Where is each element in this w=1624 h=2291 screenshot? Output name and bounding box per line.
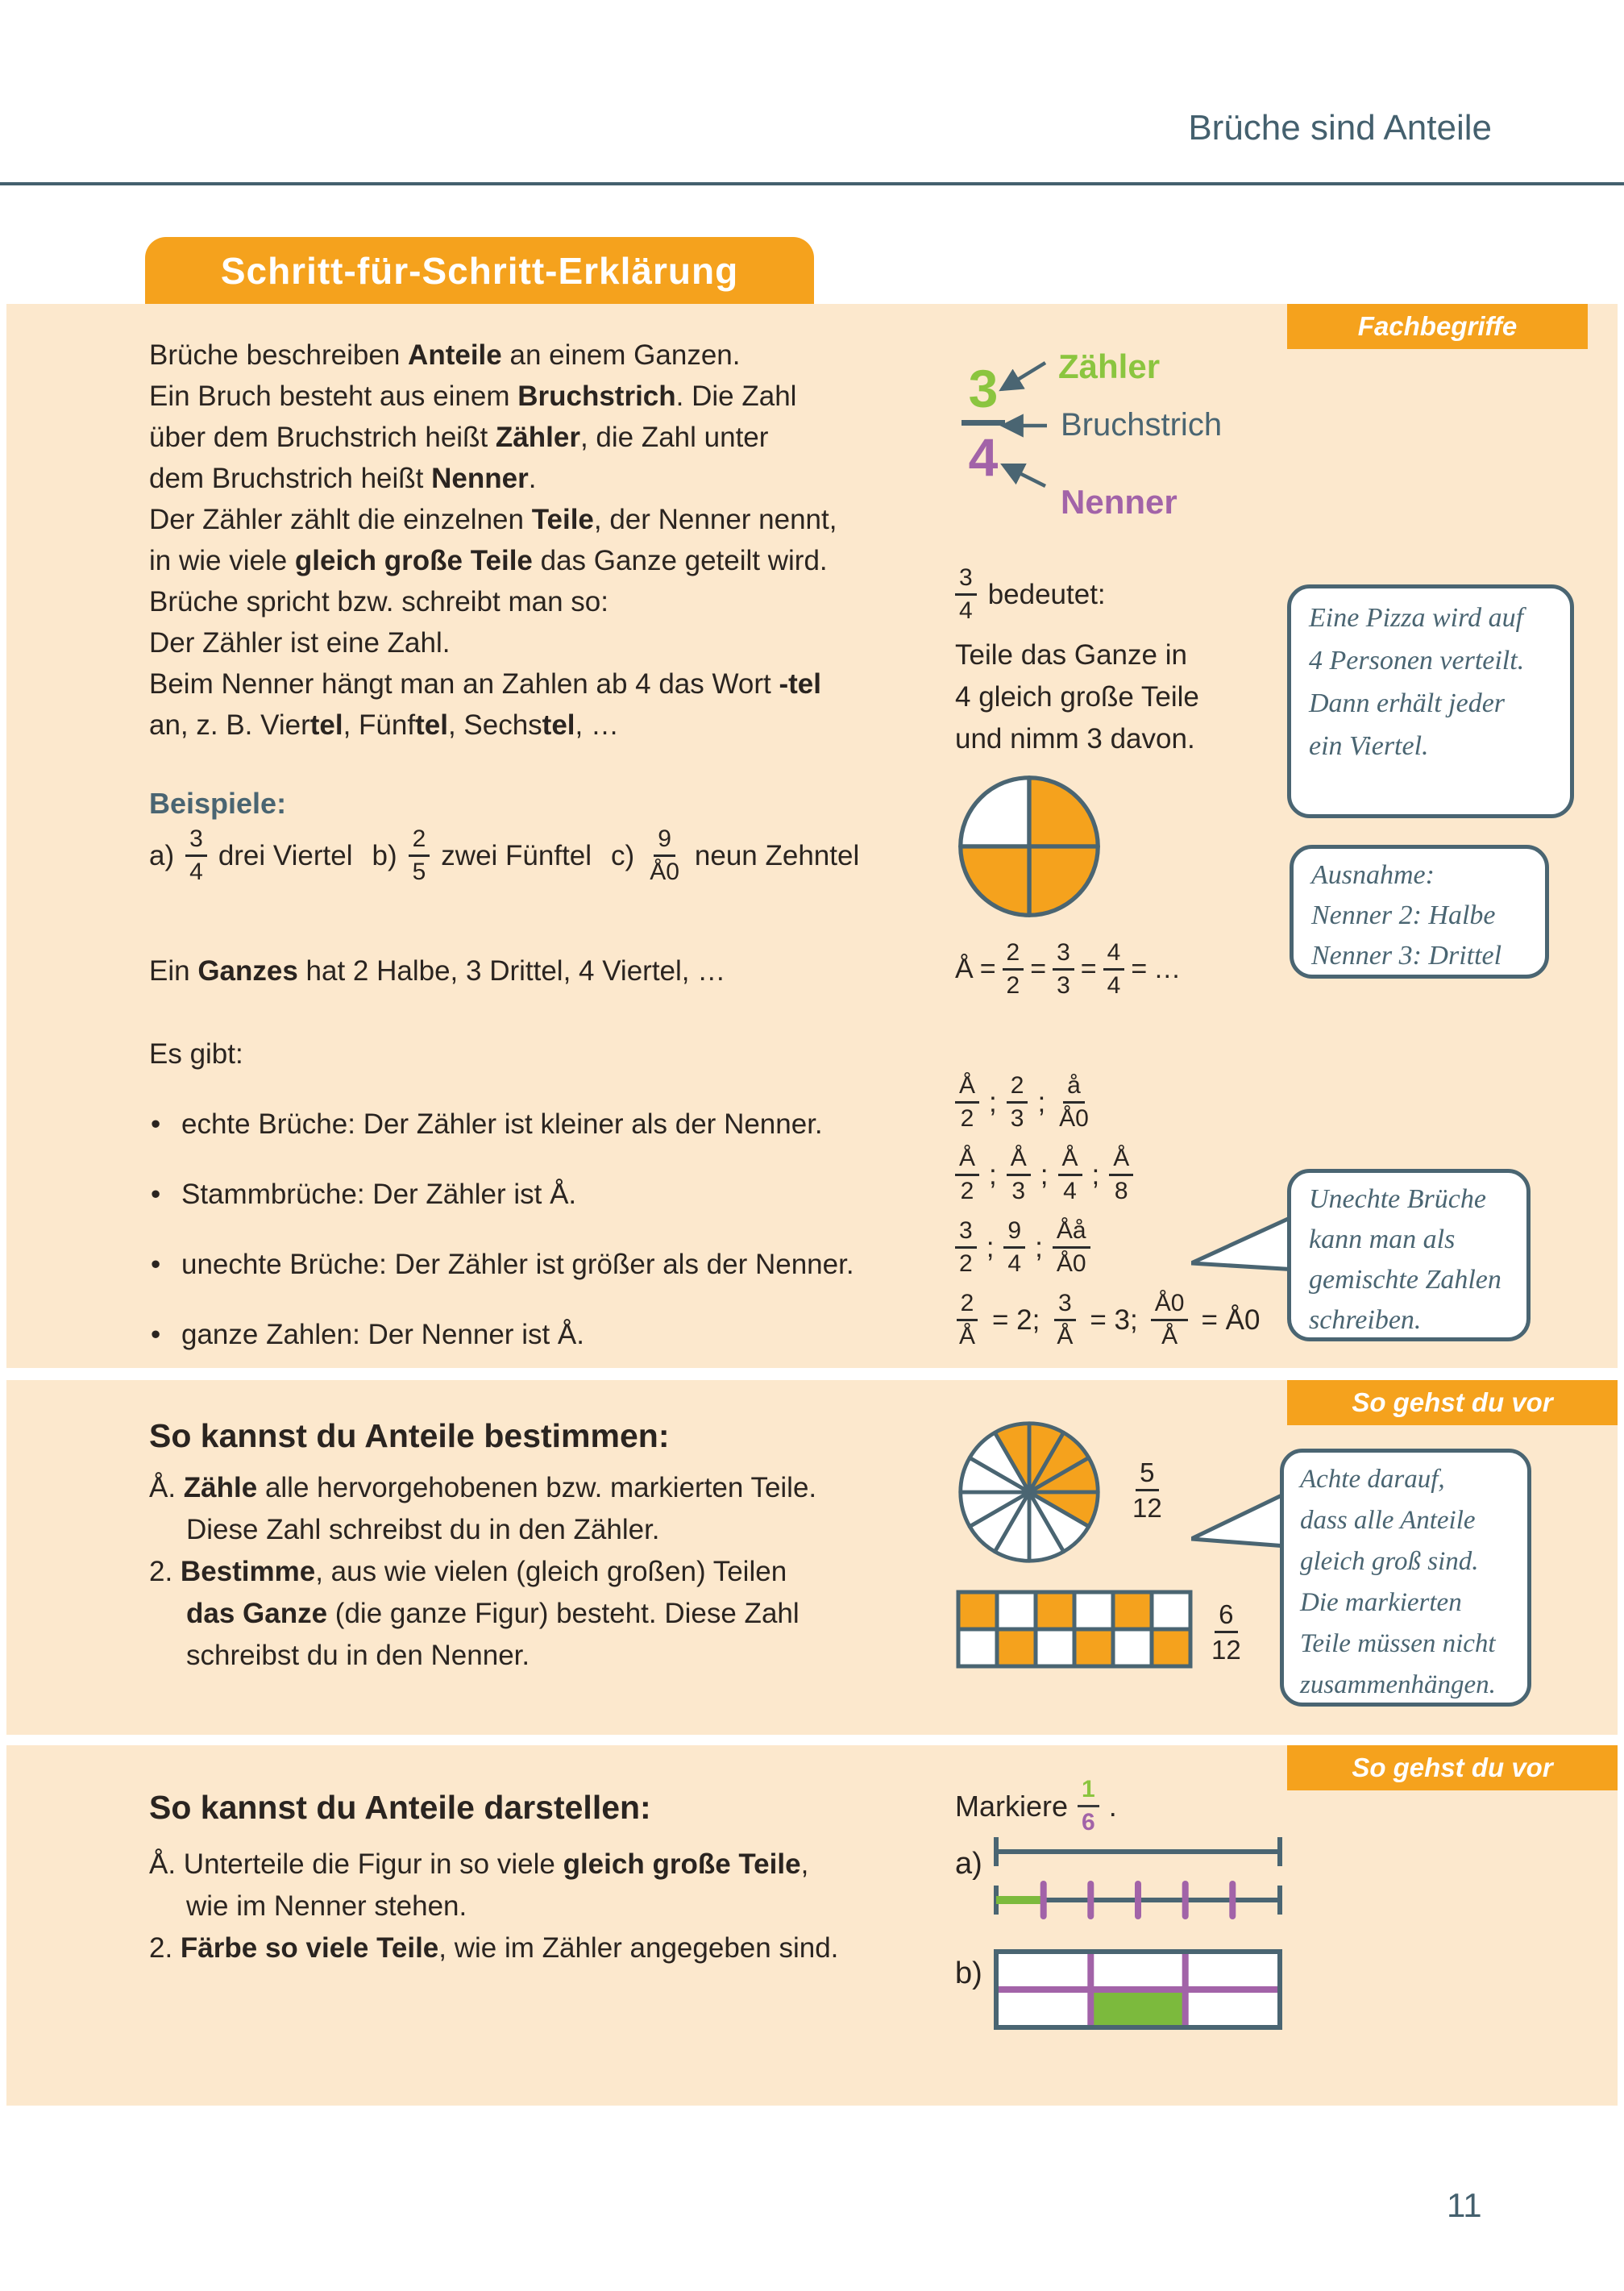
es-gibt-heading: Es gibt:	[149, 1038, 243, 1070]
intro-text	[149, 335, 955, 1355]
label-a: a)	[955, 1847, 982, 1881]
bullet-unechte-brueche: • unechte Brüche: Der Zähler ist größer als der Nenner.	[149, 1244, 955, 1285]
fraction-bar	[962, 420, 1005, 426]
label-b: b)	[955, 1956, 982, 1990]
marked-sixth-cell	[1094, 1991, 1182, 2026]
intro-line: in wie viele gleich große Teile das Ganze geteilt wird.	[149, 545, 828, 576]
intro-line: Der Zähler ist eine Zahl.	[149, 627, 451, 659]
bullet-echte-brueche: • echte Brüche: Der Zähler ist kleiner als der Nenner.	[149, 1104, 955, 1145]
intro-line: über dem Bruchstrich heißt Zähler, die Zahl unter	[149, 422, 769, 453]
denominator-value: 4	[968, 427, 999, 487]
formula-ellipsis: …	[1153, 954, 1182, 984]
steps-list: Å. Unterteile die Figur in so viele gleich große Teile, wie im Nenner stehen. 2. Färbe so viele Teile, wie im Zähler angegeben sind.	[149, 1848, 839, 1964]
pie-chart-quarters-3-of-4	[956, 773, 1103, 920]
bedeutet-line: 4 gleich große Teile	[955, 681, 1199, 713]
intro-line: Der Zähler zählt die einzelnen Teile, der Nenner nennt,	[149, 504, 837, 535]
zaehler-arrow	[1002, 363, 1045, 389]
intro-line: dem Bruchstrich heißt Nenner.	[149, 463, 537, 494]
fraction-2-2: $\frac{2}{2}$	[1003, 941, 1024, 998]
markiere-instruction: Markiere $\frac{1}{6}$ .	[955, 1776, 1117, 1836]
intro-line: Ein Bruch besteht aus einem Bruchstrich. Die Zahl	[149, 380, 797, 412]
example-a-label: drei Viertel	[218, 839, 353, 871]
big-fraction-3-4	[959, 360, 1007, 485]
pie-chart-twelfths-5-of-12	[956, 1419, 1103, 1565]
section-anteile-darstellen	[6, 1745, 1618, 2106]
fraction-3-4: $\frac{3}{4}$	[185, 827, 207, 884]
bullet-stammbrueche: • Stammbrüche: Der Zähler ist Å.	[149, 1174, 955, 1215]
section-erklaerung	[6, 304, 1618, 1368]
fraction-4-4: $\frac{4}{4}$	[1103, 941, 1125, 998]
intro-line: Brüche spricht bzw. schreibt man so:	[149, 586, 608, 617]
section-anteile-bestimmen	[6, 1380, 1618, 1735]
bedeutet-word: bedeutet:	[987, 578, 1106, 610]
fraction-3-4: $\frac{3}{4}$	[955, 566, 977, 623]
example-c-label: neun Zehntel	[694, 839, 860, 871]
ganzes-line: Ein Ganzes hat 2 Halbe, 3 Drittel, 4 Viertel, …	[149, 955, 726, 987]
fraction-anatomy-diagram	[955, 328, 1294, 562]
whole-equals-formula: Å = $\frac{2}{2}$ = $\frac{3}{3}$ = $\frac{4}{4}$ = …	[955, 939, 1182, 999]
stammbrueche-examples: $\frac{Å}{2}$ ; $\frac{Å}{3}$ ; $\frac{Å}{4}$ ; $\frac{Å}{8}$	[955, 1146, 1133, 1204]
banner-schritt-fuer-schritt: Schritt-für-Schritt-Erklärung	[145, 237, 814, 305]
zaehler-label: Zähler	[1058, 347, 1161, 385]
intro-line: an, z. B. Viertel, Fünftel, Sechstel, …	[149, 709, 619, 741]
unechte-brueche-examples: $\frac{3}{2}$ ; $\frac{9}{4}$ ; $\frac{Åå}{Å0}$	[955, 1219, 1090, 1276]
page-number: 11	[1447, 2186, 1482, 2224]
echte-brueche-examples: $\frac{Å}{2}$ ; $\frac{2}{3}$ ; $\frac{å}{Å0}$	[955, 1074, 1093, 1131]
fraction-3-3: $\frac{3}{3}$	[1053, 941, 1074, 998]
nenner-label: Nenner	[1061, 483, 1178, 521]
bruchstrich-label: Bruchstrich	[1061, 407, 1223, 443]
intro-line: Beim Nenner hängt man an Zahlen ab 4 das Wort -tel	[149, 668, 821, 700]
bedeutet-block	[955, 566, 1310, 760]
beispiele-heading: Beispiele:	[149, 787, 287, 820]
speech-bubble-ausnahme: Ausnahme: Nenner 2: Halbe Nenner 3: Drittel	[1290, 845, 1549, 979]
rectangle-sixths	[993, 1948, 1283, 2031]
section-title: So kannst du Anteile bestimmen:	[149, 1417, 670, 1454]
speech-bubble-achte-darauf: Achte darauf, dass alle Anteile gleich groß sind. Die markierten Teile müssen nicht zusammenhängen.	[1280, 1449, 1531, 1707]
fraction-2-5: $\frac{2}{5}$	[409, 827, 430, 884]
intro-line: Brüche beschreiben Anteile an einem Ganzen.	[149, 339, 741, 371]
numerator-value: 3	[968, 359, 999, 418]
bedeutet-line: und nimm 3 davon.	[955, 723, 1195, 755]
steps-list: Å. Zähle alle hervorgehobenen bzw. markierten Teile. Diese Zahl schreibst du in den Zähler. 2. Bestimme, aus wie vielen (gleich großen) Teilen das Ganze (die ganze Figur) besteht. Diese Zahl schreibst du in den Nenner.	[149, 1472, 817, 1671]
tag-so-gehst-du-vor: So gehst du vor	[1287, 1380, 1618, 1425]
grid-chart-6-of-12	[956, 1590, 1193, 1669]
formula-lead: Å	[955, 954, 974, 984]
tag-fachbegriffe: Fachbegriffe	[1287, 304, 1588, 349]
example-b-label: zwei Fünftel	[441, 839, 592, 871]
fraction-1-6: $\frac{1}{6}$	[1078, 1778, 1099, 1835]
fraction-9-10: $\frac{9}{Å0}$	[650, 825, 679, 885]
fraction-5-12: $\frac{5}{12}$	[1132, 1457, 1162, 1523]
tag-so-gehst-du-vor: So gehst du vor	[1287, 1745, 1618, 1790]
bubble-tail	[1191, 1212, 1299, 1274]
speech-bubble-unechte-brueche: Unechte Brüche kann man als gemischte Zahlen schreiben.	[1287, 1169, 1531, 1341]
ganze-zahlen-examples: $\frac{2}{Å}$ = 2; $\frac{3}{Å}$ = 3; $\frac{Å0}{Å}$ = Å0	[955, 1291, 1265, 1349]
number-line-sixths	[993, 1837, 1283, 1921]
examples-row	[149, 823, 955, 888]
example-b-prefix: b)	[372, 839, 397, 871]
fraction-6-12: $\frac{6}{12}$	[1211, 1599, 1241, 1665]
speech-bubble-pizza: Eine Pizza wird auf 4 Personen verteilt. Dann erhält jeder ein Viertel.	[1287, 584, 1574, 818]
example-a-prefix: a)	[149, 839, 175, 871]
example-c-prefix: c)	[611, 839, 635, 871]
section-title: So kannst du Anteile darstellen:	[149, 1789, 651, 1826]
header-divider	[0, 182, 1624, 185]
page-header-title: Brüche sind Anteile	[1188, 108, 1492, 148]
bullet-ganze-zahlen: • ganze Zahlen: Der Nenner ist Å.	[149, 1314, 955, 1355]
nenner-arrow	[1003, 465, 1045, 486]
bedeutet-line: Teile das Ganze in	[955, 639, 1187, 671]
